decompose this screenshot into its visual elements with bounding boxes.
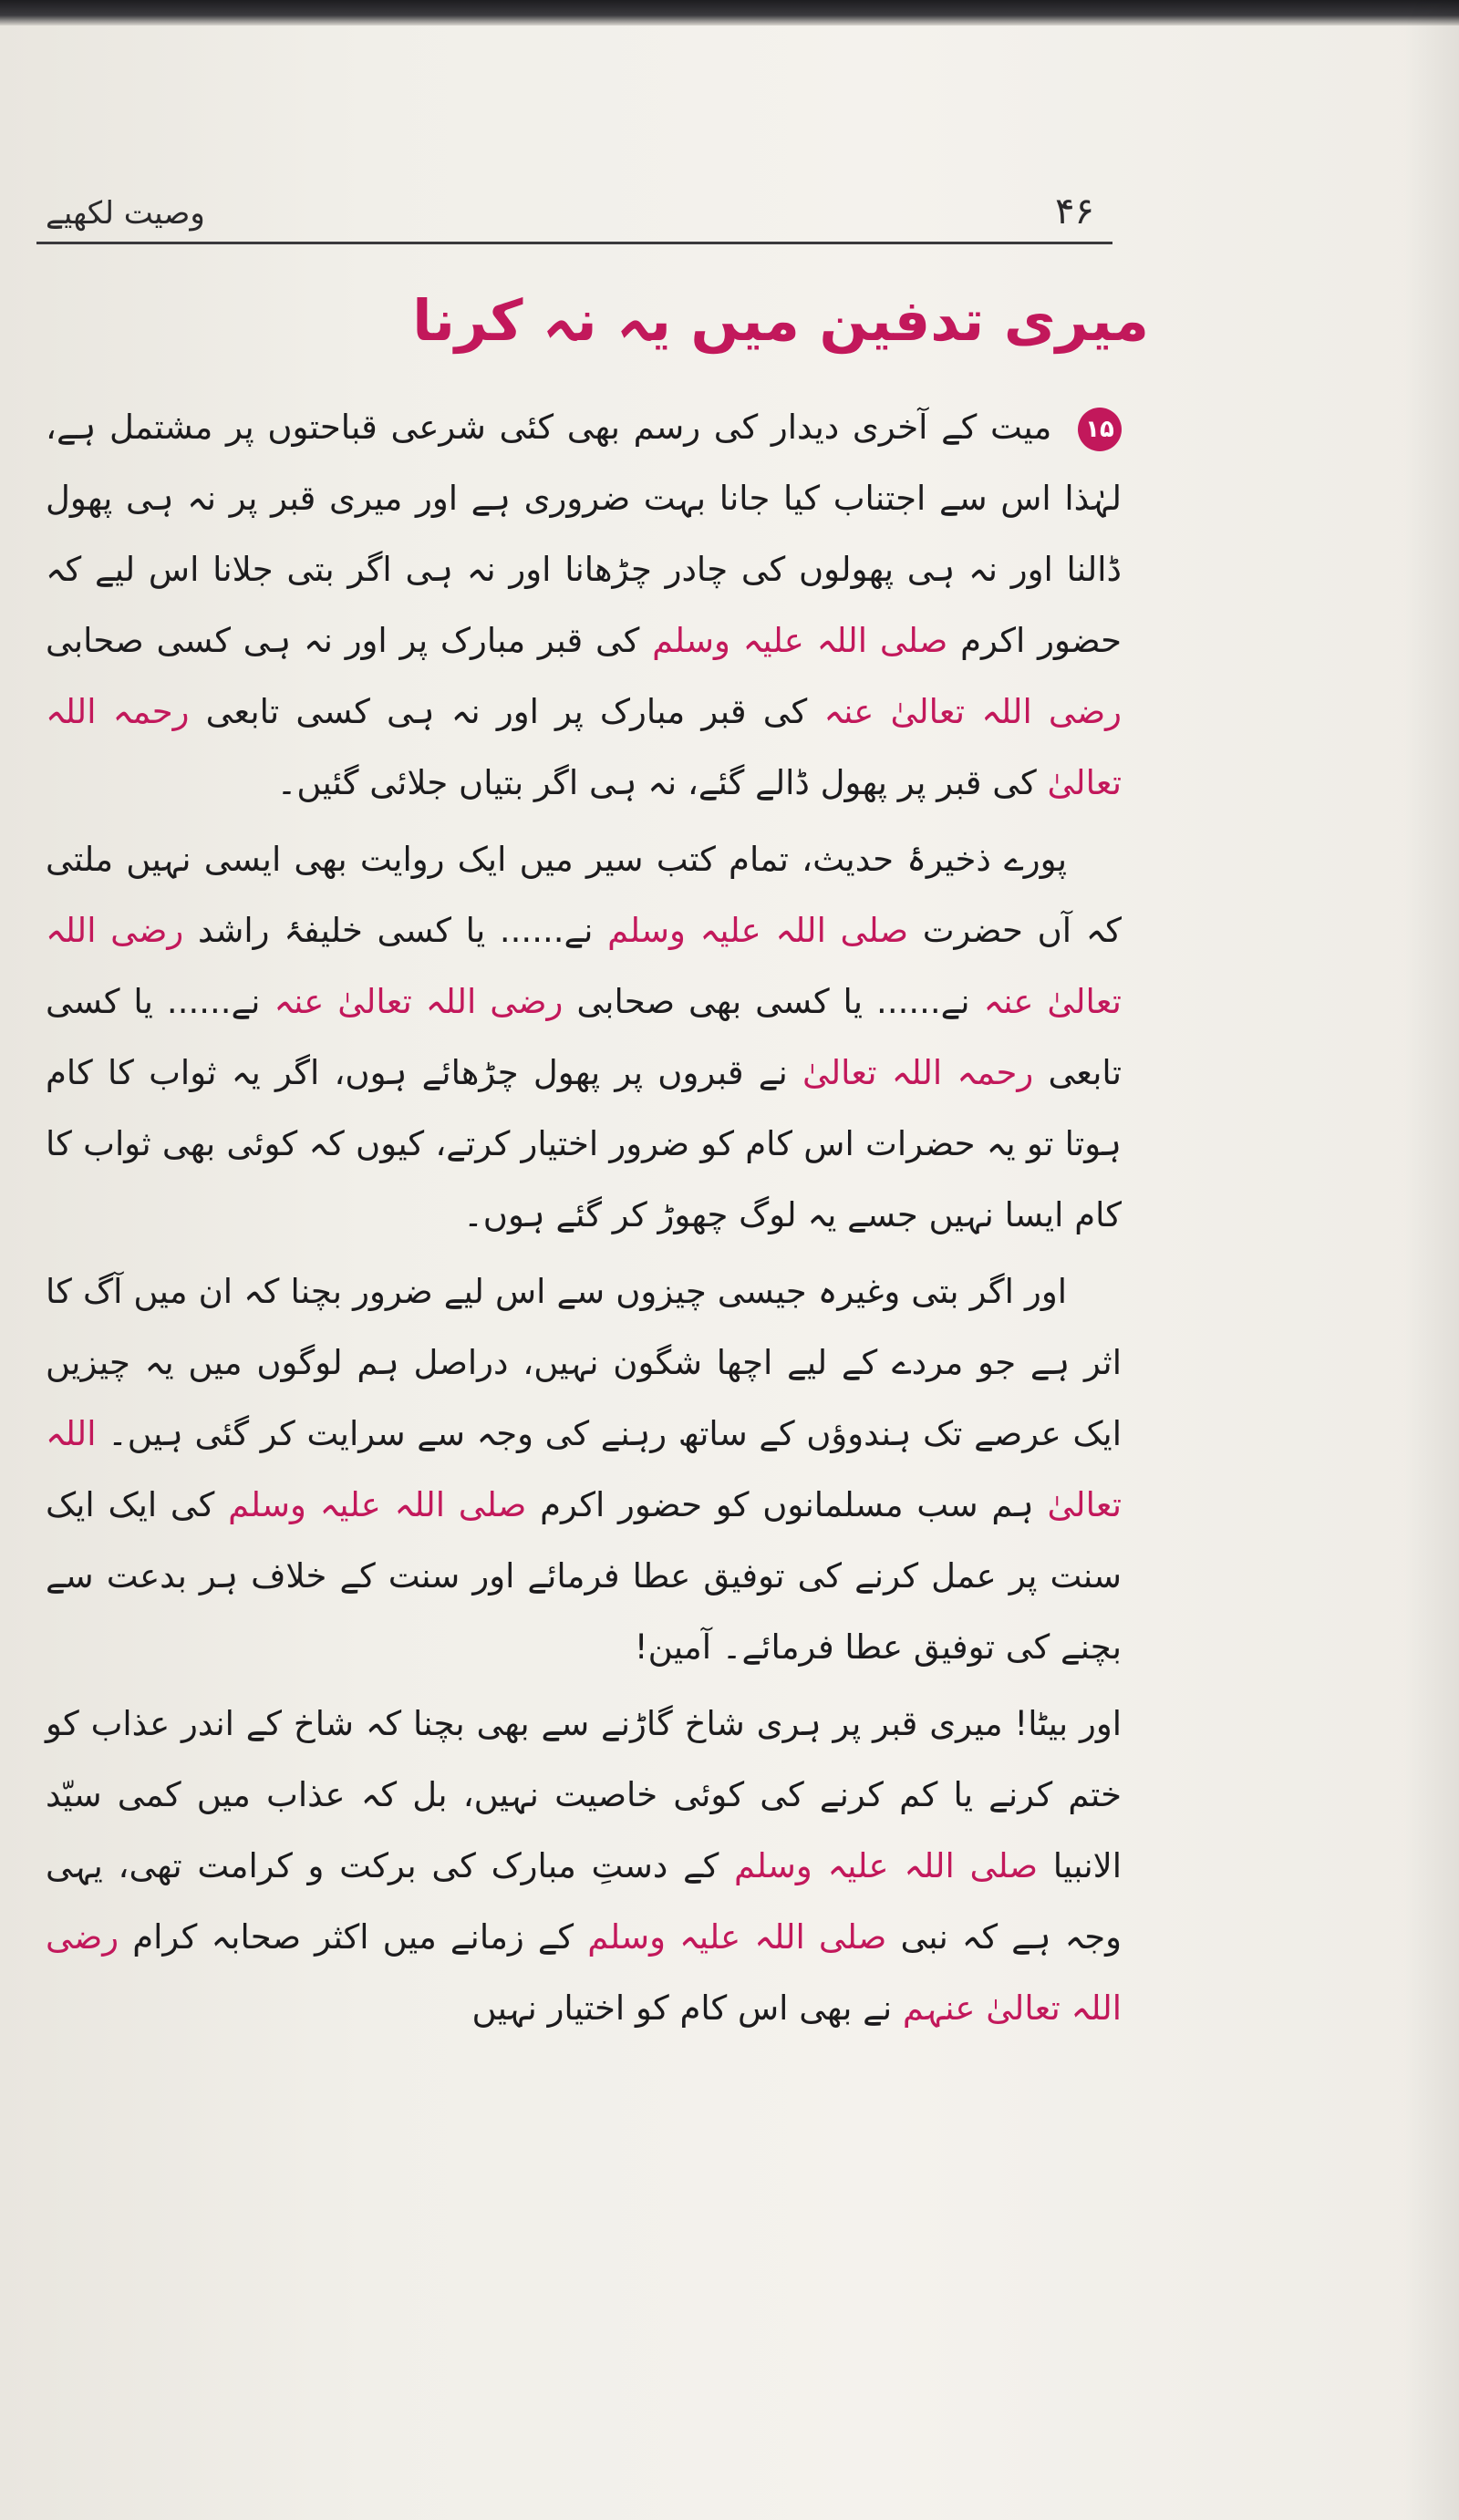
text-run: کی قبر مبارک پر اور نہ ہی کسی تابعی [205,692,808,731]
running-header [36,187,1112,244]
honorific-text: رضی اللہ تعالیٰ عنہ [274,982,564,1021]
text-run: نے...... یا کسی تابعی [46,982,1122,1092]
text-run: نے...... یا کسی خلیفۂ راشد [197,911,594,950]
honorific-text: رضی اللہ تعالیٰ عنہ [46,911,1122,1021]
honorific-text: صلی اللہ علیہ وسلم [652,621,948,660]
text-run: میت کے آخری دیدار کی رسم بھی کئی شرعی قباحتوں پر مشتمل ہے، لہٰذا اس سے اجتناب کیا جانا بہت ضروری ہے اور میری قبر پر نہ ہی پھول ڈالنا اور نہ ہی پھولوں کی چادر چڑھانا اور نہ ہی اگر بتی جلانا اس لیے کہ حضور اکرم [46,408,1123,660]
chapter-title: میری تدفین میں یہ نہ کرنا [412,287,1149,354]
paragraph-3 [46,1256,1122,1683]
body-text [46,392,1122,2050]
text-run: پورے ذخیرۂ حدیث، تمام کتب سیر میں ایک روایت بھی ایسی نہیں ملتی کہ آں حضرت [46,840,1122,950]
item-number-badge: ۱۵ [1078,408,1122,451]
page-number: ۴۶ [1055,191,1094,232]
honorific-text: صلی اللہ علیہ وسلم [734,1846,1039,1885]
scan-edge [0,0,1459,26]
honorific-text: رحمہ اللہ تعالیٰ [46,692,1122,802]
honorific-text: رحمہ اللہ تعالیٰ [802,1053,1034,1092]
paragraph-4 [46,1689,1122,2044]
text-run: نے قبروں پر پھول چڑھائے ہوں، اگر یہ ثواب کا کام ہوتا تو یہ حضرات اس کام کو ضرور اختیار کرتے، کیوں کہ کوئی بھی ثواب کا کام ایسا نہیں جسے یہ لوگ چھوڑ کر گئے ہوں۔ [46,1053,1122,1234]
honorific-text: رضی اللہ تعالیٰ عنہ [823,692,1123,731]
text-run: نے بھی اس کام کو اختیار نہیں [471,1988,893,2028]
honorific-text: صلی اللہ علیہ وسلم [228,1485,527,1524]
text-run: کی قبر مبارک پر اور نہ ہی کسی صحابی [46,621,640,660]
text-run: نے...... یا کسی بھی صحابی [576,982,970,1021]
binding-shadow [1404,0,1459,2520]
text-run: اور بیٹا! میری قبر پر ہری شاخ گاڑنے سے بھی بچنا کہ شاخ کے اندر عذاب کو ختم کرنے یا کم کرنے کی کوئی خاصیت نہیں، بل کہ عذاب میں کمی سیّد الانبیا [46,1704,1123,1885]
honorific-text: اللہ تعالیٰ [46,1414,1123,1524]
text-run: کے زمانے میں اکثر صحابہ کرام [132,1917,574,1957]
text-run: کی قبر پر پھول ڈالے گئے، نہ ہی اگر بتیاں جلائی گئیں۔ [276,763,1037,802]
text-run: کی ایک ایک سنت پر عمل کرنے کی توفیق عطا فرمائے اور سنت کے خلاف ہر بدعت سے بچنے کی توفیق عطا فرمائے۔ آمین! [46,1485,1122,1667]
text-run: کے دستِ مبارک کی برکت و کرامت تھی، یہی وجہ ہے کہ نبی [46,1846,1123,1957]
running-title: وصیت لکھیے [46,195,205,232]
honorific-text: صلی اللہ علیہ وسلم [607,911,909,950]
text-run: ہم سب مسلمانوں کو حضور اکرم [540,1485,1034,1524]
paragraph-2 [46,824,1122,1251]
paragraph-1 [46,392,1122,819]
honorific-text: رضی اللہ تعالیٰ عنہم [46,1917,1122,2028]
text-run: اور اگر بتی وغیرہ جیسی چیزوں سے اس لیے ضرور بچنا کہ ان میں آگ کا اثر ہے جو مردے کے لیے اچھا شگون نہیں، دراصل ہم لوگوں میں یہ چیزیں ایک عرصے تک ہندوؤں کے ساتھ رہنے کی وجہ سے سرایت کر گئی ہیں۔ [46,1272,1123,1453]
honorific-text: صلی اللہ علیہ وسلم [587,1917,887,1957]
